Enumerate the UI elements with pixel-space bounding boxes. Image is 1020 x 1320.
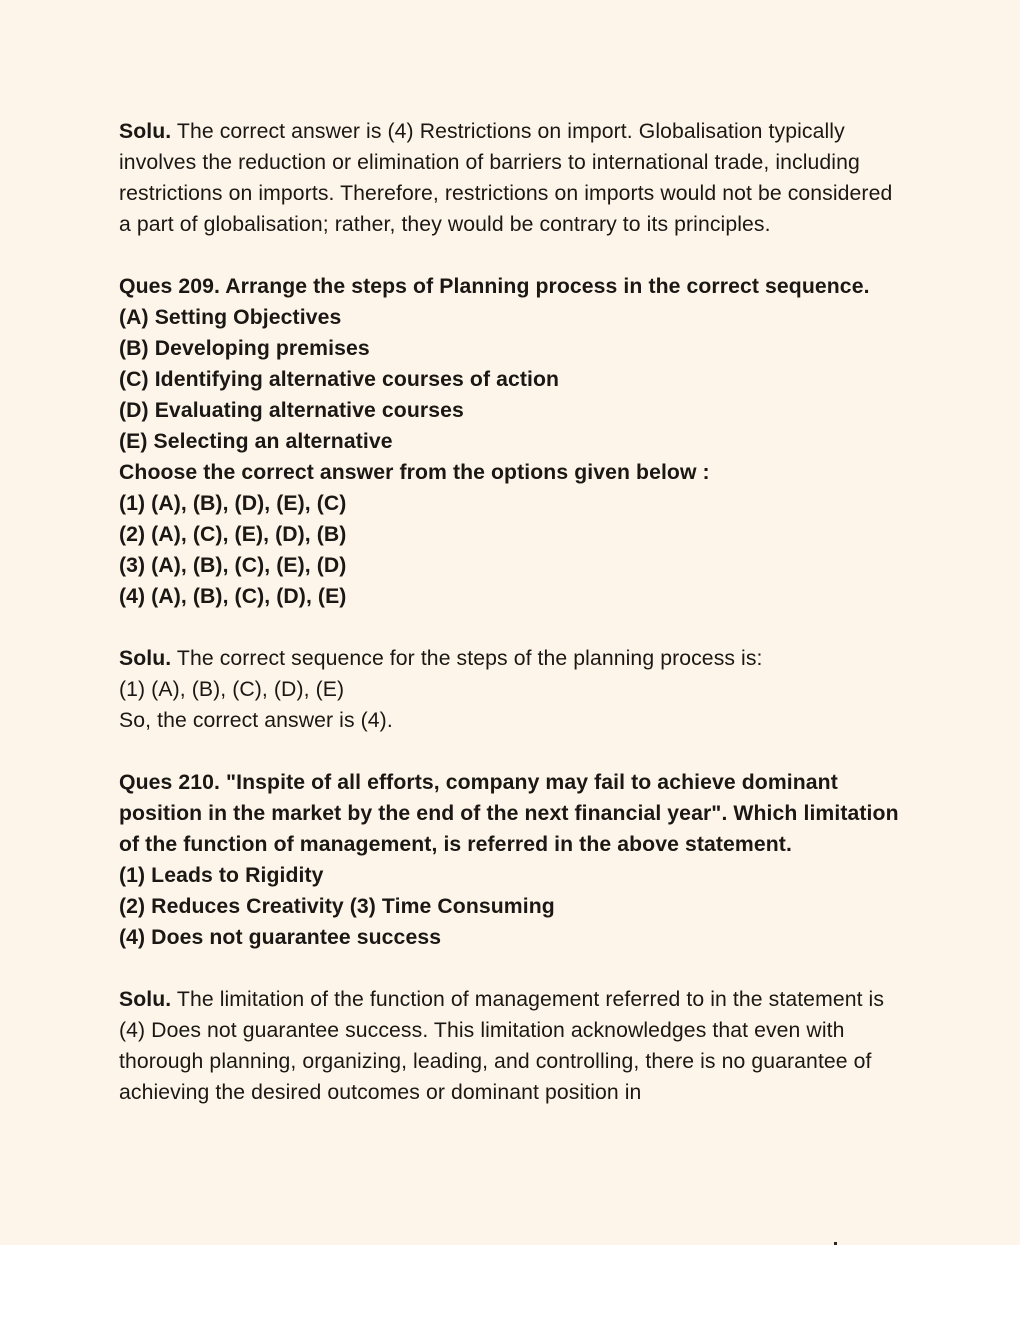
solu-label: Solu. (119, 647, 172, 670)
solution-line-3-209: So, the correct answer is (4). (119, 709, 393, 732)
statement-b-209: (B) Developing premises (119, 337, 370, 360)
option-3-209: (3) (A), (B), (C), (E), (D) (119, 554, 347, 577)
statement-a-209: (A) Setting Objectives (119, 306, 342, 329)
option-2-209: (2) (A), (C), (E), (D), (B) (119, 523, 347, 546)
solution-block-209 (119, 643, 909, 736)
solu-label: Solu. (119, 988, 172, 1011)
question-block-209 (119, 271, 909, 612)
option-4-209: (4) (A), (B), (C), (D), (E) (119, 585, 347, 608)
solu-label: Solu. (119, 120, 172, 143)
statement-d-209: (D) Evaluating alternative courses (119, 399, 464, 422)
solution-body-208: The correct answer is (4) Restrictions on import. Globalisation typically involves the reduction or elimination of barriers to international trade, including restrictions on imports. Therefore, restrictions on imports would not be considered a part of globalisation; rather, they would be contrary to its principles. (119, 120, 893, 236)
statement-c-209: (C) Identifying alternative courses of action (119, 368, 560, 391)
solution-paragraph-210 (119, 984, 909, 1108)
option-1-209: (1) (A), (B), (D), (E), (C) (119, 492, 347, 515)
statement-e-209: (E) Selecting an alternative (119, 430, 393, 453)
solution-paragraph-208 (119, 116, 909, 240)
document-text-column (119, 116, 909, 1108)
solution-body-210: The limitation of the function of management referred to in the statement is (4) Does not guarantee success. This limitation acknowledges that even with thorough planning, organizing, leading, and controlling, there is no guarantee of achieving the desired outcomes or dominant position in (119, 988, 885, 1104)
option-4-210: (4) Does not guarantee success (119, 926, 442, 949)
choose-instruction-209: Choose the correct answer from the options given below : (119, 461, 710, 484)
option-1-210: (1) Leads to Rigidity (119, 864, 324, 887)
question-block-210 (119, 767, 909, 953)
solution-line-1-209 (119, 643, 909, 674)
page-outside-area (0, 1245, 1020, 1320)
solution-line-2-209: (1) (A), (B), (C), (D), (E) (119, 678, 345, 701)
solution-body-209: The correct sequence for the steps of the planning process is: (171, 647, 763, 670)
question-stem-210: Ques 210. "Inspite of all efforts, company may fail to achieve dominant position in the market by the end of the next financial year". Which limitation of the function of management, is referred in the above statement. (119, 771, 905, 856)
question-stem-209: Ques 209. Arrange the steps of Planning process in the correct sequence. (119, 275, 870, 298)
option-2-and-3-210: (2) Reduces Creativity (3) Time Consuming (119, 895, 555, 918)
